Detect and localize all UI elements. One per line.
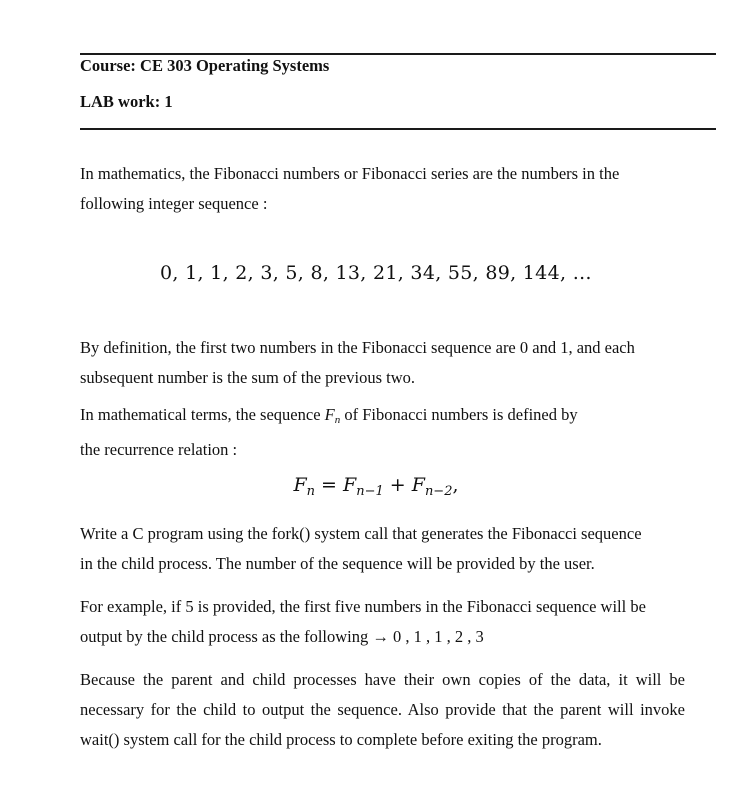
example-line-2: output by the child process as the following → 0 , 1 , 1 , 2 , 3 — [80, 627, 484, 646]
task-paragraph — [80, 519, 690, 579]
math-terms-line-1 — [80, 405, 578, 424]
math-terms-before: In mathematical terms, the sequence — [80, 405, 325, 424]
because-paragraph: Because the parent and child processes have their own copies of the data, it will be necessary for the child to output the sequence. Also provide that the parent will invoke wait() system call for the child process to complete before exiting the program. — [80, 670, 685, 749]
task-line-2: in the child process. The number of the sequence will be provided by the user. — [80, 554, 595, 573]
task-line-1: Write a C program using the fork() system call that generates the Fibonacci sequence — [80, 524, 642, 543]
eq-plus: + — [383, 474, 412, 496]
intro-line-2: following integer sequence : — [80, 194, 268, 213]
eq-equals: = — [315, 474, 344, 496]
eq-term1-sub: n−1 — [356, 484, 384, 499]
eq-term1: F — [343, 474, 357, 496]
intro-line-1: In mathematics, the Fibonacci numbers or Fibonacci series are the numbers in the — [80, 164, 620, 183]
math-terms-paragraph — [80, 400, 690, 465]
math-terms-line-2: the recurrence relation : — [80, 440, 238, 459]
eq-tail: , — [452, 474, 459, 496]
course-title: Course: CE 303 Operating Systems — [80, 56, 330, 75]
fibonacci-sequence: 0, 1, 1, 2, 3, 5, 8, 13, 21, 34, 55, 89, 144, … — [160, 262, 592, 284]
sequence-subscript: n — [334, 414, 341, 426]
example-line-1: For example, if 5 is provided, the first five numbers in the Fibonacci sequence will be — [80, 597, 646, 616]
definition-line-1: By definition, the first two numbers in the Fibonacci sequence are 0 and 1, and each — [80, 338, 635, 357]
sequence-symbol: F — [324, 405, 335, 424]
eq-lhs: F — [293, 474, 307, 496]
math-terms-after: of Fibonacci numbers is defined by — [340, 405, 578, 424]
definition-paragraph — [80, 333, 690, 393]
eq-lhs-sub: n — [306, 484, 316, 499]
eq-term2-sub: n−2 — [424, 484, 453, 499]
example-paragraph — [80, 592, 690, 652]
header-bottom-rule — [80, 128, 716, 130]
intro-paragraph — [80, 159, 690, 219]
recurrence-equation — [0, 474, 752, 499]
lab-title: LAB work: 1 — [80, 92, 173, 111]
eq-term2: F — [411, 474, 425, 496]
top-rule — [80, 53, 716, 55]
definition-line-2: subsequent number is the sum of the previous two. — [80, 368, 415, 387]
